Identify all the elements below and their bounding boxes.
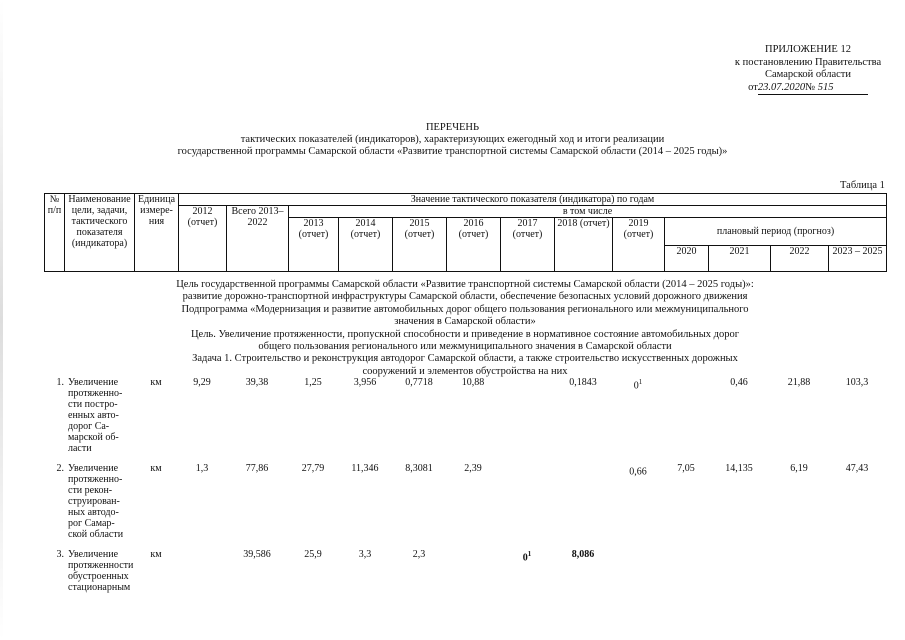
row-unit: км [150, 463, 162, 474]
table-label: Таблица 1 [840, 180, 885, 191]
cell-2018: 0,1843 [569, 377, 597, 388]
cell-2022: 6,19 [790, 463, 808, 474]
cell-2018: 8,086 [571, 549, 595, 560]
header-no: № п/п [45, 194, 65, 272]
cell-total: 39,38 [245, 377, 269, 388]
cell-2019-value: 0,66 [629, 466, 647, 478]
doc-heading: ПЕРЕЧЕНЬ [425, 122, 480, 133]
header-2012: 2012 (отчет) [179, 206, 227, 272]
row-no: 1. [56, 377, 64, 388]
header-2020: 2020 [665, 246, 709, 272]
target-line-2: общего пользования регионального или межмуниципального значения в Самарской области [258, 341, 672, 353]
appendix-line-1: ПРИЛОЖЕНИЕ 12 [765, 44, 851, 55]
number-label: № [805, 81, 816, 93]
header-incl: в том числе [289, 206, 887, 218]
appendix-line-3: Самарской области [765, 69, 851, 80]
header-2013: 2013 (отчет) [289, 218, 339, 272]
cell-2017 [500, 549, 554, 563]
goal-line-1: Цель государственной программы Самарской области «Развитие транспортной системы Самарской области (2014 – 2025 годы)»: [176, 279, 754, 290]
header-unit: Единица измере-ния [135, 194, 179, 272]
scan-edge [0, 0, 3, 640]
cell-2015: 2,3 [412, 549, 426, 560]
row-name: Увеличение протяженно-сти постро-енных авто-дорог Са-марской об-ласти [68, 377, 123, 454]
header-2021: 2021 [709, 246, 771, 272]
cell-2013: 25,9 [304, 549, 322, 560]
row-name: Увеличение протяженности обустроенных стационарным [68, 549, 134, 593]
header-2023: 2023 – 2025 [829, 246, 887, 272]
header-plan: плановый период (прогноз) [665, 218, 887, 246]
header-2017: 2017 (отчет) [501, 218, 555, 272]
task-line-1: Задача 1. Строительство и реконструкция автодорог Самарской области, а также строительство искусственных дорожных [192, 353, 738, 365]
cell-2012: 1,3 [195, 463, 209, 474]
task-line-2: сооружений и элементов обустройства на них [362, 365, 568, 377]
resolution-date: 23.07.2020 [757, 81, 806, 93]
header-2019: 2019 (отчет) [613, 218, 665, 272]
cell-2013: 27,79 [301, 463, 325, 474]
doc-subtitle-1: тактических показателей (индикаторов), характеризующих ежегодный ход и итоги реализации [240, 134, 665, 145]
goal-block [160, 279, 770, 378]
cell-2021: 0,46 [730, 377, 748, 388]
cell-2017-value: 0 [522, 552, 528, 564]
indicators-table-header [44, 193, 887, 272]
cell-2013: 1,25 [304, 377, 322, 388]
row-name: Увеличение протяженно-сти рекон-струирован-ных автодо-рог Самар-ской области [68, 463, 124, 540]
cell-2014: 3,956 [353, 377, 377, 388]
appendix-block [728, 44, 888, 95]
row-unit: км [150, 549, 162, 560]
cell-2014: 11,346 [351, 463, 379, 474]
header-name: Наименование цели, задачи, тактического показателя (индикатора) [65, 194, 135, 272]
goal-line-2: развитие дорожно-транспортной инфраструктуры Самарской области, обеспечение безопасных условий дорожного движения [182, 291, 748, 303]
cell-2022: 21,88 [787, 377, 811, 388]
cell-2016: 2,39 [464, 463, 482, 474]
cell-2020: 7,05 [677, 463, 695, 474]
footnote-mark: 1 [638, 378, 643, 386]
cell-2019 [612, 377, 664, 391]
row-unit: км [150, 377, 162, 388]
appendix-date-line [728, 82, 888, 96]
date-number-line [758, 82, 868, 96]
cell-2019 [612, 463, 664, 477]
resolution-number: 515 [817, 81, 834, 93]
subprogram-line-2: значения в Самарской области» [394, 316, 536, 328]
cell-2023: 103,3 [845, 377, 869, 388]
cell-2015: 8,3081 [405, 463, 433, 474]
header-values-group: Значение тактического показателя (индикатора) по годам [179, 194, 887, 206]
row-no: 3. [56, 549, 64, 560]
header-2014: 2014 (отчет) [339, 218, 393, 272]
cell-2021: 14,135 [725, 463, 753, 474]
header-2018: 2018 (отчет) [555, 218, 613, 272]
header-2022: 2022 [771, 246, 829, 272]
cell-2012: 9,29 [193, 377, 211, 388]
row-no: 2. [56, 463, 64, 474]
header-2015: 2015 (отчет) [393, 218, 447, 272]
target-line-1: Цель. Увеличение протяженности, пропускной способности и приведение в нормативное состояние автомобильных дорог [190, 328, 740, 340]
doc-subtitle-2: государственной программы Самарской области «Развитие транспортной системы Самарской области (2014 – 2025 годы)» [177, 146, 728, 157]
appendix-line-2: к постановлению Правительства [734, 56, 882, 68]
subprogram-line-1: Подпрограмма «Модернизация и развитие автомобильных дорог общего пользования регионального или межмуниципального [181, 303, 749, 315]
cell-2014: 3,3 [358, 549, 372, 560]
cell-2015: 0,7718 [405, 377, 433, 388]
header-2016: 2016 (отчет) [447, 218, 501, 272]
footnote-mark: 1 [527, 550, 532, 558]
cell-2016: 10,88 [461, 377, 485, 388]
header-total: Всего 2013–2022 [227, 206, 289, 272]
cell-total: 77,86 [245, 463, 269, 474]
from-label: от [748, 81, 758, 93]
cell-total: 39,586 [243, 549, 271, 560]
cell-2019-value: 0 [633, 380, 639, 392]
cell-2023: 47,43 [845, 463, 869, 474]
